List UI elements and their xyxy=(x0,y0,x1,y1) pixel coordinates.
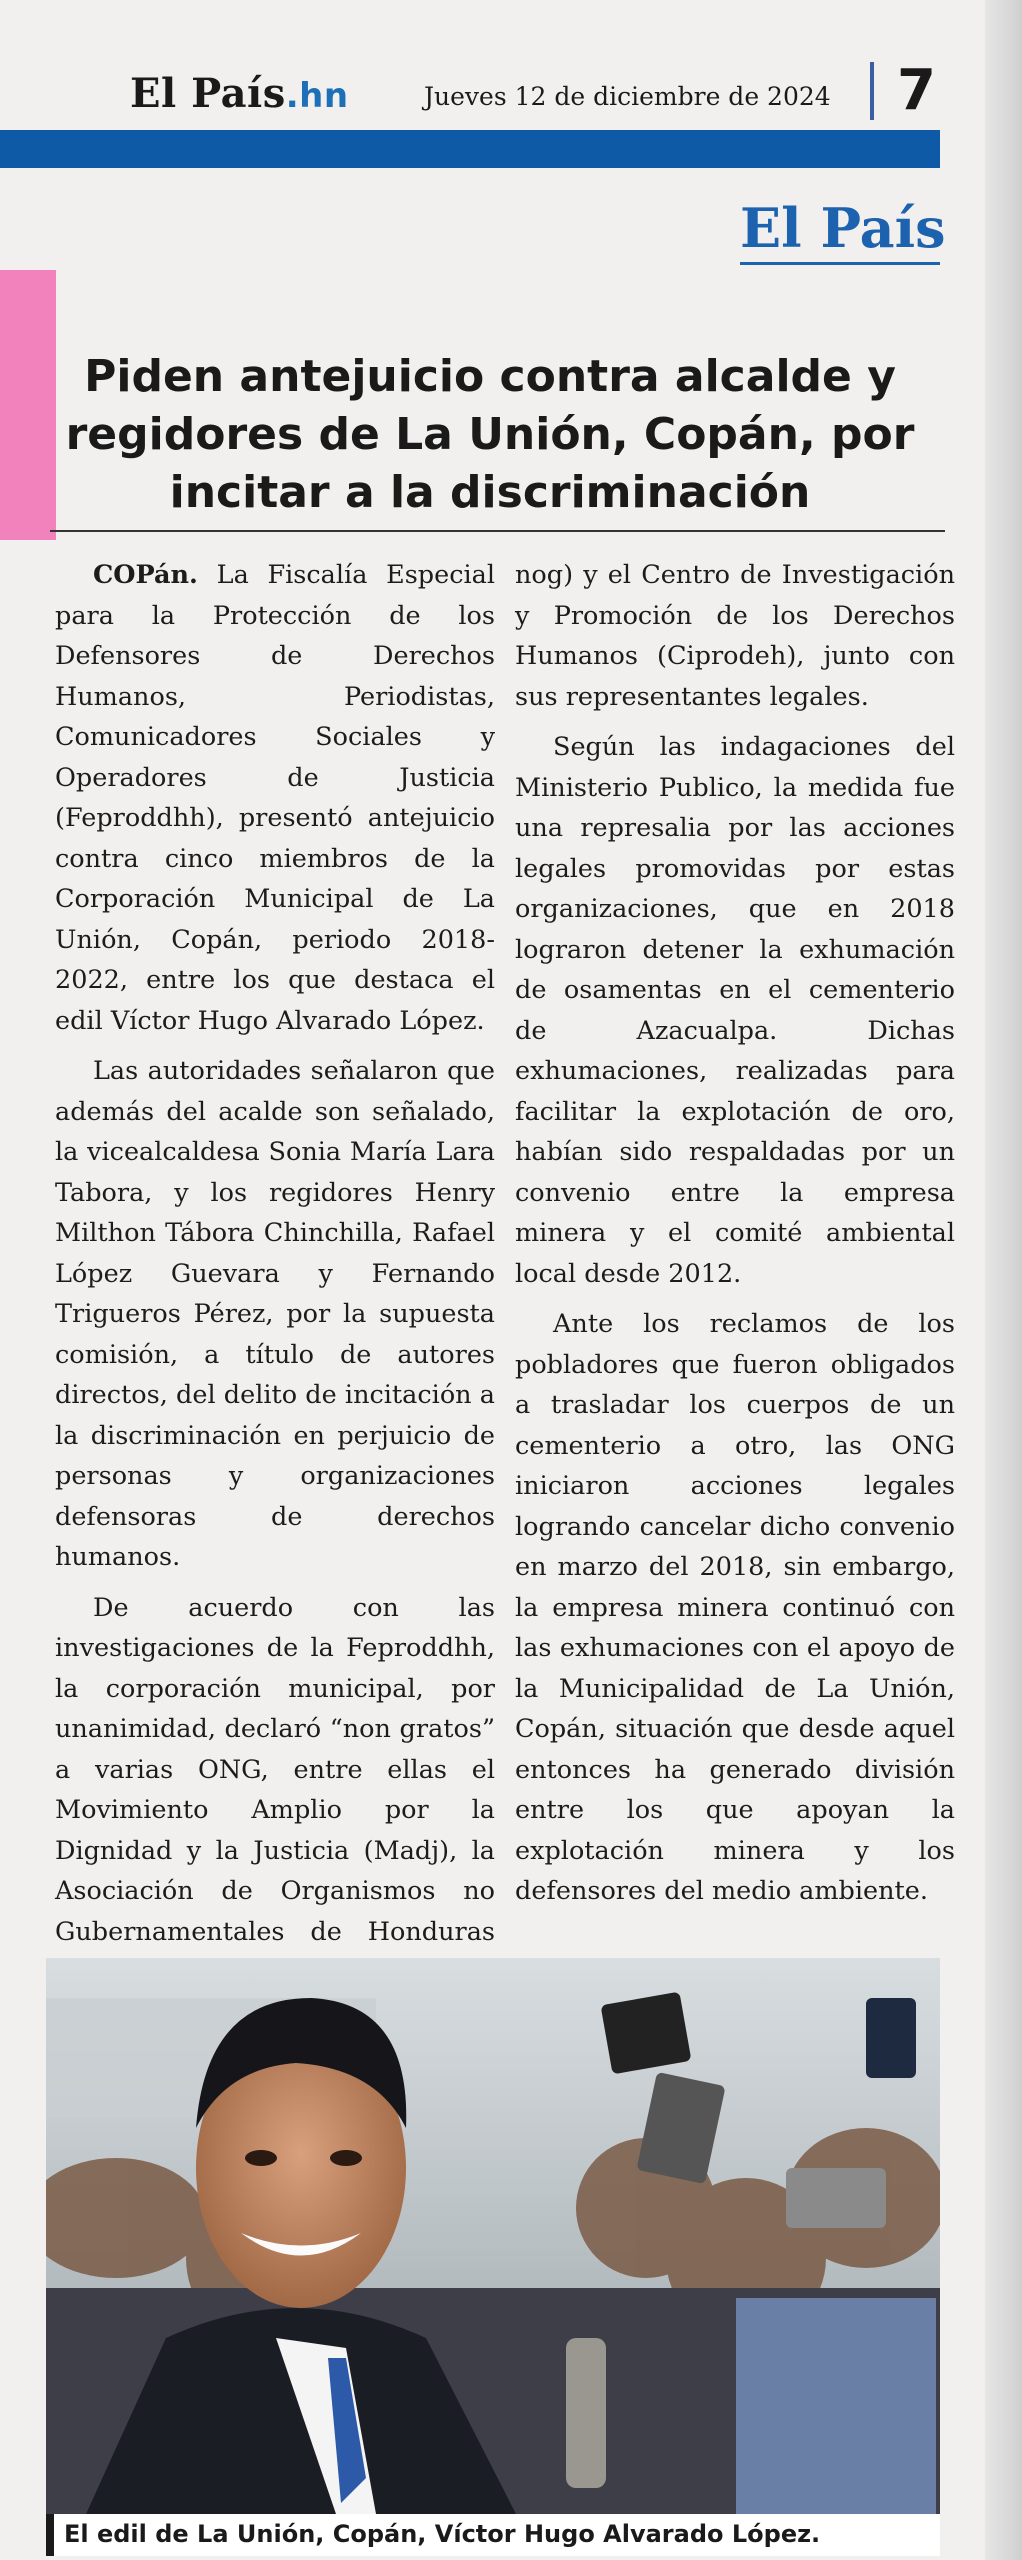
page-number: 7 xyxy=(897,58,936,123)
header-divider xyxy=(870,62,874,120)
caption-marker xyxy=(46,2514,54,2556)
photo-caption-bar xyxy=(46,2514,940,2556)
article-photo xyxy=(46,1958,940,2514)
dateline: COPán. xyxy=(93,560,198,590)
crowd-photo-illustration xyxy=(46,1958,940,2514)
paragraph-text: La Fiscalía Especial para la Protección de los Defensores de Derechos Humanos, Periodistas, Comunicadores Sociales y Operadores de Justicia (Feproddhh), presentó antejuicio contra cinco miembros de la Corporación Municipal de La Unión, Copán, periodo 2018-2022, entre los que destaca el edil Víctor Hugo Alvarado López. xyxy=(55,560,495,1036)
article-column-left xyxy=(55,555,495,1993)
article-paragraph xyxy=(55,555,495,1041)
article-paragraph: Según las indagaciones del Ministerio Publico, la medida fue una represalia por las acciones legales promovidas por estas organizaciones, que en 2018 lograron detener la exhumación de osamentas en el cementerio de Azacualpa. Dichas exhumaciones, realizadas para facilitar la explotación de oro, habían sido respaldadas por un convenio entre la empresa minera y el comité ambiental local desde 2012. xyxy=(515,732,955,1289)
page-header xyxy=(0,0,1022,260)
section-underline xyxy=(740,262,940,265)
masthead-logo xyxy=(130,70,349,117)
page-edge-shadow xyxy=(985,0,1022,2560)
issue-date: Jueves 12 de diciembre de 2024 xyxy=(424,82,831,111)
brand-suffix: .hn xyxy=(285,76,349,116)
article-paragraph-continued: nog) y el Centro de Investigación y Promoción de los Derechos Humanos (Ciprodeh), junto con sus representantes legales. xyxy=(515,560,955,712)
article-column-right xyxy=(515,555,955,1912)
article-paragraph: Ante los reclamos de los pobladores que fueron obligados a trasladar los cuerpos de un cementerio a otro, las ONG iniciaron acciones legales logrando cancelar dicho convenio en marzo del 2018, sin embargo, la empresa minera continuó con las exhumaciones con el apoyo de la Municipalidad de La Unión, Copán, situación que desde aquel entonces ha generado división entre los que apoyan la explotación minera y los defensores del medio ambiente. xyxy=(515,1309,955,1906)
article-paragraph: Las autoridades señalaron que además del acalde son señalado, la vicealcaldesa Sonia María Lara Tabora, y los regidores Henry Milthon Tábora Chinchilla, Rafael López Guevara y Fernando Trigueros Pérez, por la supuesta comisión, a título de autores directos, del delito de incitación a la discriminación en perjuicio de personas y organizaciones defensoras de derechos humanos. xyxy=(55,1056,495,1572)
article-headline: Piden antejuicio contra alcalde y regidores de La Unión, Copán, por incitar a la discriminación xyxy=(65,351,915,518)
brand-name: El País xyxy=(130,70,286,117)
photo-caption: El edil de La Unión, Copán, Víctor Hugo Alvarado López. xyxy=(64,2520,821,2548)
header-blue-bar xyxy=(0,130,940,168)
section-title: El País xyxy=(740,196,946,260)
headline-rule xyxy=(50,530,945,532)
article-paragraph: De acuerdo con las investigaciones de la Feproddhh, la corporación municipal, por unanimidad, declaró “non gratos” a varias ONG, entre ellas el Movimiento Amplio por la Dignidad y la Justicia (Madj), la Asociación de Organismos no Gubernamentales de Honduras xyxy=(55,1592,495,1947)
